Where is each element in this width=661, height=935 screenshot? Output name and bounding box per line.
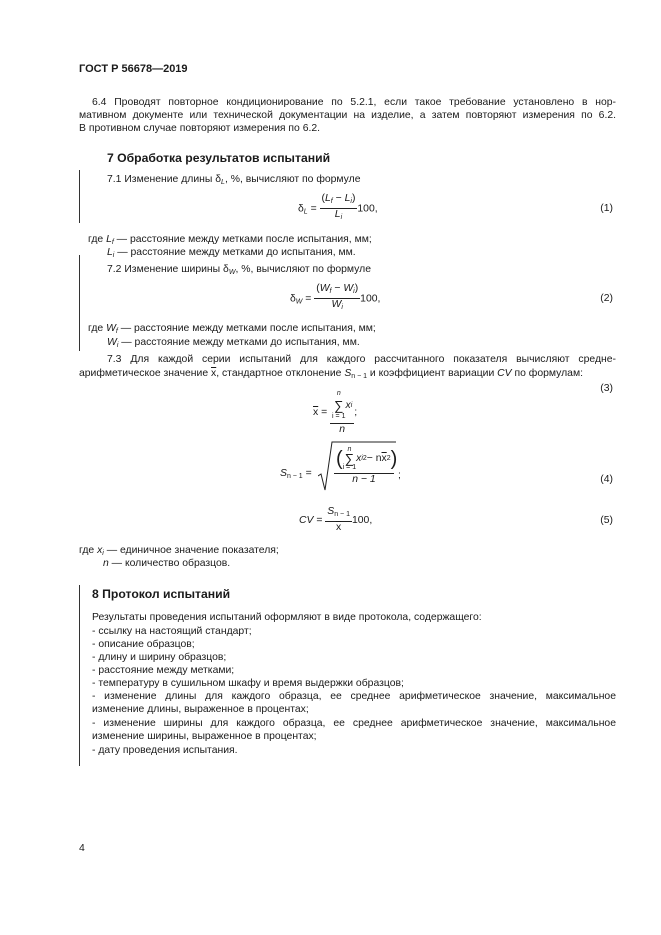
protocol-item: - описание образцов; — [92, 639, 195, 650]
formula-1: $\delta_L$ = $\frac{(L_f - L_i)}{L_i}$ 100, — [298, 193, 378, 221]
section-8-title: 8 Протокол испытаний — [92, 587, 231, 601]
paragraph-7-1: 7.1 Изменение длины $\delta_L$, %, вычисляют по формуле — [107, 174, 361, 186]
formula-4-number: (4) — [600, 474, 613, 485]
formula-5: CV = $\frac{S_{n - 1}}{x}$ 100, — [299, 506, 373, 533]
paragraph-6-4-line-1: 6.4 Проводят повторное кондиционирование по 5.2.1, если такое требование установлено в нор- — [92, 97, 616, 108]
protocol-item: - температуру в сушильном шкафу и время выдержки образцов; — [92, 678, 404, 689]
protocol-item: - ссылку на настоящий стандарт; — [92, 626, 252, 637]
where-1-line-2: $L_i$ — расстояние между метками до испытания, мм. — [107, 247, 356, 259]
where-3-line-1: где $x_i$ — единичное значение показателя; — [79, 545, 279, 557]
protocol-item-length-line-2: изменение длины, выраженное в процентах; — [92, 704, 309, 715]
change-bar — [79, 255, 80, 351]
protocol-intro: Результаты проведения испытаний оформляют в виде протокола, содержащего: — [92, 612, 482, 623]
where-2-line-2: $W_i$ — расстояние между метками до испытания, мм. — [107, 337, 360, 349]
where-3-line-2: n — количество образцов. — [103, 558, 231, 569]
where-2-line-1: где $W_f$ — расстояние между метками после испытания, мм; — [88, 323, 376, 335]
where-1-line-1: где $L_f$ — расстояние между метками после испытания, мм; — [88, 234, 372, 246]
formula-4-fraction: ( n ∑ i = 1 x i 2 − n $\overline{x}$ 2 ) n − 1 — [336, 446, 398, 485]
paragraph-6-4-line-2: мативном документе или технической документации на изделие, а затем повторяют измерения по 6.2. — [79, 110, 616, 121]
protocol-item: - расстояние между метками; — [92, 665, 235, 676]
formula-2: $\delta_W$ = $\frac{(W_f - W_i)}{W_i}$ 100, — [290, 283, 381, 311]
paragraph-7-3-line-1: 7.3 Для каждой серии испытаний для каждого рассчитанного показателя вычисляют средне- — [107, 354, 616, 365]
protocol-item-width-line-1: - изменение ширины для каждого образца, ее среднее арифметическое значение, максимальное — [92, 718, 616, 729]
change-bar — [79, 585, 80, 766]
formula-1-number: (1) — [600, 203, 613, 214]
paragraph-7-2: 7.2 Изменение ширины $\delta_W$, %, вычисляют по формуле — [107, 264, 371, 276]
protocol-item: - длину и ширину образцов; — [92, 652, 227, 663]
formula-4-lhs: $S_{n - 1}$ = — [280, 468, 312, 480]
formula-3: $\overline{x}$ = n ∑ i = 1 x i n ; — [313, 390, 358, 435]
formula-4-tail: ; — [398, 470, 401, 481]
formula-3-number: (3) — [600, 383, 613, 394]
protocol-item: - дату проведения испытания. — [92, 745, 238, 756]
section-7-title: 7 Обработка результатов испытаний — [107, 151, 331, 165]
formula-4 — [280, 440, 420, 500]
page-number: 4 — [79, 843, 85, 854]
change-bar — [79, 170, 80, 223]
formula-2-number: (2) — [600, 293, 613, 304]
document-header: ГОСТ Р 56678—2019 — [79, 63, 188, 75]
protocol-item-length-line-1: - изменение длины для каждого образца, ее среднее арифметическое значение, максимальное — [92, 691, 616, 702]
formula-5-number: (5) — [600, 515, 613, 526]
protocol-item-width-line-2: изменение ширины, выраженное в процентах; — [92, 731, 317, 742]
paragraph-7-3-line-2: арифметическое значение $\overline{x}$, стандартное отклонение $S_{n - 1}$ и коэффициент вариации CV по формулам: — [79, 368, 583, 380]
paragraph-6-4-line-3: В противном случае повторяют измерения по 6.2. — [79, 123, 321, 134]
